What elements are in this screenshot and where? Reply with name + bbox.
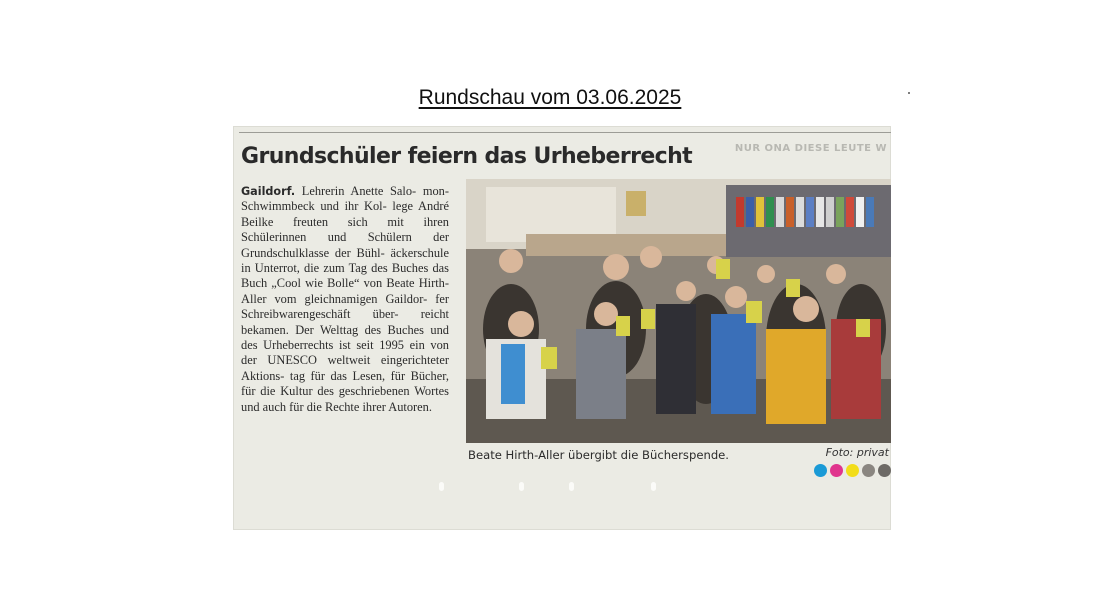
article-line: äckerschule in Unterrot, die zum [241,245,449,276]
article-line: mon-Schwimmbeck und ihr Kol- [241,184,449,214]
print-color-marks [814,464,891,477]
article-line: Buches und des Urheberrechts [241,322,449,353]
newspaper-clipping [233,126,891,530]
article-line: Lehrerin Anette Salo- [301,184,417,198]
photo-credit: Foto: privat [825,446,889,459]
punch-mark [569,482,574,491]
bleed-through-text: NUR ONA DIESE LEUTE W [734,143,887,154]
color-mark-dot [862,464,875,477]
document-caption: Rundschau vom 03.06.2025 [418,86,682,109]
color-mark-dot [830,464,843,477]
article-line: der Grundschulklasse der Bühl- [241,230,449,260]
article-line: fer Schreibwarengeschäft über- [241,291,449,322]
photo-caption: Beate Hirth-Aller übergibt die Bücherspende. [468,448,729,462]
classroom-photo-image [466,179,891,443]
color-mark-dot [846,464,859,477]
article-line: tag für das Lesen, für Bücher, für [241,368,449,399]
article-line: weltweit eingerichteter Aktions- [241,353,449,383]
punch-mark [519,482,524,491]
article-line: ihren Schülerinnen und Schülern [241,214,449,245]
color-mark-dot [814,464,827,477]
article-headline: Grundschüler feiern das Urheberrecht [241,144,693,169]
punch-mark [439,482,444,491]
article-line: lege André Beilke freuten sich mit [241,199,450,229]
article-photo [466,179,891,443]
scan-speck [908,92,910,94]
column-rule [239,132,891,133]
article-line: Wortes und auch für die Rechte [241,384,449,414]
dateline: Gaildorf. [241,185,296,198]
punch-mark [651,482,656,491]
article-line: reicht bekamen. Der Welttag des [241,307,449,337]
color-mark-dot [878,464,891,477]
article-line: die Kultur des geschriebenen [260,384,410,399]
article-body [241,184,449,415]
article-line: wie Bolle“ von Beate Hirth-Aller [241,276,449,306]
article-line: vom gleichnamigen Gaildor- [274,291,428,306]
article-line: ihrer Autoren. [362,399,432,414]
article-line: Tag des Buches das Buch „Cool [241,261,449,291]
article-line: ist seit 1995 ein von der UNESCO [241,338,449,368]
article-text [241,184,449,414]
